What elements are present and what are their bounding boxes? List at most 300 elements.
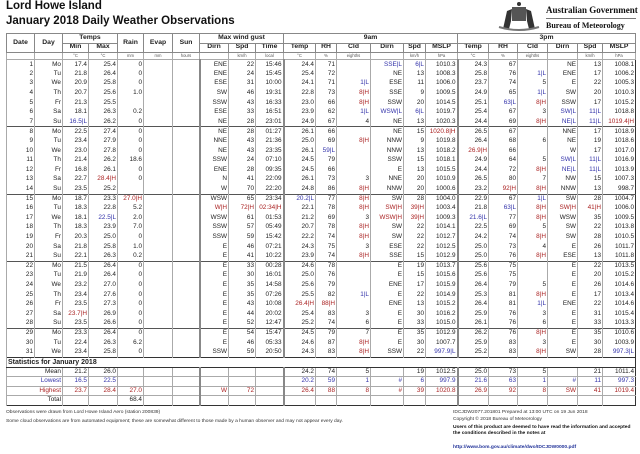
- cell-evap: [144, 271, 173, 281]
- cell-cld-9am: 3: [337, 175, 371, 185]
- stats-rh-3pm: 92: [489, 386, 518, 396]
- cell-cld-3pm: [518, 261, 548, 271]
- stats-rh-3pm: [489, 396, 518, 406]
- cell-spd-9am: 39|H: [404, 204, 426, 214]
- table-row: [7, 175, 636, 185]
- cell-min-temp: 23.2: [63, 280, 89, 290]
- table-row: [7, 290, 636, 300]
- cell-gust-time: 01:27: [256, 127, 284, 137]
- cell-temp-3pm: 26.4: [458, 280, 489, 290]
- cell-spd-3pm: 26: [578, 280, 603, 290]
- cell-gust-spd: 33: [229, 261, 256, 271]
- cell-rh-9am: 86: [316, 184, 337, 194]
- cell-day: Th: [35, 223, 63, 233]
- unit-max-temp: °C: [89, 53, 118, 60]
- cell-cld-3pm: 8|H: [518, 204, 548, 214]
- cell-gust-dirn: W|H: [200, 204, 229, 214]
- cell-cld-9am: 1|L: [337, 79, 371, 89]
- cell-cld-3pm: 8|H: [518, 213, 548, 223]
- cell-rain: [118, 98, 144, 108]
- cell-mslp-3pm: 1014.6: [603, 280, 636, 290]
- cell-rain: 0: [118, 79, 144, 89]
- cell-gust-spd: 31: [229, 79, 256, 89]
- header-temps: Temps: [63, 34, 118, 44]
- cell-max-temp: 26.2: [89, 156, 118, 166]
- cell-temp-3pm: 26.4: [458, 300, 489, 310]
- cell-min-temp: 22.7: [63, 175, 89, 185]
- cell-spd-9am: 20: [404, 175, 426, 185]
- cell-mslp-9am: 1012.5: [426, 242, 458, 252]
- cell-dirn-9am: WSW|L: [371, 108, 404, 118]
- cell-spd-3pm: 22: [578, 300, 603, 310]
- cell-temp-3pm: 24.9: [458, 156, 489, 166]
- cell-cld-9am: [337, 156, 371, 166]
- cell-gust-dirn: SSW: [200, 156, 229, 166]
- cell-sun: [173, 146, 200, 156]
- table-row: [7, 242, 636, 252]
- cell-gust-time: 21:36: [256, 136, 284, 146]
- stats-min-temp: [63, 396, 89, 406]
- unit-evap: mm: [144, 53, 173, 60]
- cell-dirn-9am: E: [371, 271, 404, 281]
- table-row: [7, 232, 636, 242]
- unit-gust-dirn: [200, 53, 229, 60]
- cell-rh-9am: 82: [316, 290, 337, 300]
- cell-evap: [144, 300, 173, 310]
- cell-evap: [144, 184, 173, 194]
- cell-mslp-3pm: 1019.4|H: [603, 117, 636, 127]
- cell-mslp-3pm: 1007.3: [603, 175, 636, 185]
- cell-mslp-3pm: 997.3|L: [603, 348, 636, 358]
- header-3pm-rh: RH: [489, 43, 518, 53]
- stats-min-temp: 23.7: [63, 386, 89, 396]
- cell-gust-dirn: NE: [200, 146, 229, 156]
- cell-date: 26: [7, 300, 35, 310]
- cell-gust-dirn: E: [200, 280, 229, 290]
- cell-temp-3pm: 25.0: [458, 242, 489, 252]
- cell-spd-9am: 6|L: [404, 60, 426, 70]
- cell-gust-spd: 65: [229, 194, 256, 204]
- cell-rain: 0: [118, 175, 144, 185]
- cell-max-temp: 22.5|L: [89, 213, 118, 223]
- cell-gust-spd: 43: [229, 98, 256, 108]
- cell-mslp-3pm: 1014.6: [603, 300, 636, 310]
- stats-gust-dirn: [200, 377, 229, 387]
- cell-date: 19: [7, 232, 35, 242]
- cell-min-temp: 23.4: [63, 136, 89, 146]
- cell-mslp-9am: 1015.9: [426, 280, 458, 290]
- cell-temp-9am: 24.4: [284, 60, 316, 70]
- notes-link[interactable]: http://www.bom.gov.au/climate/dwo/IDCJDW0000.pdf: [453, 445, 577, 450]
- cell-gust-time: 07:10: [256, 156, 284, 166]
- cell-date: 11: [7, 156, 35, 166]
- cell-temp-3pm: 25.6: [458, 261, 489, 271]
- cell-temp-9am: 24.1: [284, 79, 316, 89]
- cell-dirn-3pm: SW: [548, 88, 578, 98]
- cell-rain: 0: [118, 165, 144, 175]
- cell-mslp-9am: 1015.2: [426, 300, 458, 310]
- cell-day: Sa: [35, 309, 63, 319]
- cell-gust-spd: 46: [229, 242, 256, 252]
- cell-rh-3pm: 81: [489, 300, 518, 310]
- cell-cld-9am: 6: [337, 319, 371, 329]
- cell-gust-dirn: E: [200, 261, 229, 271]
- cell-max-temp: 25.2: [89, 184, 118, 194]
- stats-dirn-9am: #: [371, 377, 404, 387]
- cell-min-temp: 21.5: [63, 261, 89, 271]
- cell-evap: [144, 175, 173, 185]
- unit-temp-3pm: °C: [458, 53, 489, 60]
- cell-gust-dirn: SSW: [200, 232, 229, 242]
- cell-cld-3pm: 5: [518, 280, 548, 290]
- header-9am-mslp: MSLP: [426, 43, 458, 53]
- cell-gust-dirn: E: [200, 271, 229, 281]
- cell-rain: 7.0: [118, 223, 144, 233]
- cell-dirn-9am: E: [371, 338, 404, 348]
- cell-rh-3pm: 76: [489, 69, 518, 79]
- cell-dirn-9am: ESE: [371, 242, 404, 252]
- cell-min-temp: 23.3: [63, 328, 89, 338]
- cell-evap: [144, 232, 173, 242]
- stats-rain: 68.4: [118, 396, 144, 406]
- stats-dirn-9am: #: [371, 386, 404, 396]
- cell-dirn-3pm: E: [548, 280, 578, 290]
- cell-day: Th: [35, 156, 63, 166]
- cell-rain: 0: [118, 117, 144, 127]
- cell-sun: [173, 204, 200, 214]
- cell-dirn-9am: ESE: [371, 79, 404, 89]
- cell-day: Fr: [35, 165, 63, 175]
- stats-gust-time: [256, 377, 284, 387]
- cell-date: 14: [7, 184, 35, 194]
- stats-rain: [118, 367, 144, 377]
- cell-gust-time: 10:00: [256, 79, 284, 89]
- cell-mslp-3pm: 1010.5: [603, 232, 636, 242]
- cell-dirn-3pm: E: [548, 338, 578, 348]
- cell-max-temp: 26.1: [89, 165, 118, 175]
- stats-spd-3pm: 11: [578, 377, 603, 387]
- cell-spd-3pm: 19: [578, 136, 603, 146]
- cell-dirn-9am: E: [371, 290, 404, 300]
- stats-temp-3pm: [458, 396, 489, 406]
- cell-rain: 1.0: [118, 88, 144, 98]
- cell-spd-3pm: 11|L: [578, 108, 603, 118]
- table-body: [7, 53, 636, 406]
- cell-mslp-9am: 1015.5: [426, 165, 458, 175]
- cell-rh-9am: 71: [316, 79, 337, 89]
- cell-rh-9am: 67: [316, 117, 337, 127]
- cell-spd-9am: 13: [404, 117, 426, 127]
- cell-max-temp: 27.8: [89, 146, 118, 156]
- cell-mslp-9am: 1004.0: [426, 194, 458, 204]
- header-9am-cld: Cld: [337, 43, 371, 53]
- cell-spd-3pm: 35: [578, 328, 603, 338]
- cell-mslp-3pm: 1018.6: [603, 136, 636, 146]
- cell-temp-9am: 23.9: [284, 108, 316, 118]
- cell-min-temp: 18.1: [63, 108, 89, 118]
- cell-gust-spd: 54: [229, 328, 256, 338]
- stats-temp-3pm: 25.0: [458, 367, 489, 377]
- cell-gust-time: 19:31: [256, 88, 284, 98]
- cell-dirn-9am: SSE|L: [371, 60, 404, 70]
- cell-gust-dirn: E: [200, 290, 229, 300]
- cell-date: 25: [7, 290, 35, 300]
- cell-cld-3pm: [518, 271, 548, 281]
- cell-spd-9am: 13: [404, 165, 426, 175]
- cell-mslp-3pm: 1005.3: [603, 79, 636, 89]
- cell-date: 3: [7, 79, 35, 89]
- cell-mslp-3pm: 1009.5: [603, 213, 636, 223]
- stats-gust-spd: [229, 377, 256, 387]
- cell-rh-9am: 69: [316, 136, 337, 146]
- cell-date: 7: [7, 117, 35, 127]
- cell-max-temp: 22.8: [89, 204, 118, 214]
- cell-sun: [173, 261, 200, 271]
- cell-rh-3pm: 77: [489, 213, 518, 223]
- cell-evap: [144, 319, 173, 329]
- cell-dirn-9am: SSW: [371, 348, 404, 358]
- units-row: [7, 53, 636, 60]
- cell-spd-3pm: 17: [578, 98, 603, 108]
- cell-min-temp: 16.5|L: [63, 117, 89, 127]
- cell-gust-spd: 59: [229, 348, 256, 358]
- cell-mslp-9am: 1014.1: [426, 223, 458, 233]
- cell-sun: [173, 328, 200, 338]
- cell-spd-3pm: 11|L: [578, 165, 603, 175]
- cell-evap: [144, 261, 173, 271]
- cell-mslp-3pm: 1008.1: [603, 60, 636, 70]
- cell-spd-3pm: 22: [578, 223, 603, 233]
- cell-rh-9am: 79: [316, 328, 337, 338]
- cell-day: Mo: [35, 194, 63, 204]
- cell-date: 27: [7, 309, 35, 319]
- cell-mslp-3pm: 1016.9: [603, 156, 636, 166]
- cell-rh-9am: 66: [316, 127, 337, 137]
- cell-spd-3pm: 31: [578, 309, 603, 319]
- product-id: IDCJDW2077.201801 Prepared at 13:00 UTC on 19 Jun 2018: [453, 410, 588, 415]
- cell-gust-dirn: WSW: [200, 194, 229, 204]
- cell-spd-9am: 30: [404, 309, 426, 319]
- cell-min-temp: 16.8: [63, 165, 89, 175]
- cell-dirn-3pm: E: [548, 319, 578, 329]
- cell-temp-9am: 20.2|L: [284, 194, 316, 204]
- cell-mslp-9am: 1015.6: [426, 271, 458, 281]
- cell-gust-time: 23:35: [256, 146, 284, 156]
- cell-dirn-9am: NE: [371, 69, 404, 79]
- cell-gust-time: 02:34|H: [256, 204, 284, 214]
- cell-max-temp: 27.3: [89, 300, 118, 310]
- cell-rain: 0: [118, 348, 144, 358]
- cell-sun: [173, 271, 200, 281]
- cell-dirn-3pm: NNW: [548, 184, 578, 194]
- cell-mslp-3pm: 1010.3: [603, 88, 636, 98]
- cell-rh-3pm: 76: [489, 309, 518, 319]
- stats-spd-9am: [404, 396, 426, 406]
- cell-max-temp: 27.0: [89, 280, 118, 290]
- stats-mslp-3pm: 1019.4: [603, 386, 636, 396]
- cell-rh-3pm: 76: [489, 328, 518, 338]
- cell-cld-3pm: 1|L: [518, 300, 548, 310]
- cell-min-temp: 23.5: [63, 184, 89, 194]
- table-row: [7, 271, 636, 281]
- header-3pm-spd: Spd: [578, 43, 603, 53]
- cell-cld-3pm: 4: [518, 242, 548, 252]
- cell-gust-time: 15:46: [256, 60, 284, 70]
- cell-dirn-9am: SSW: [371, 156, 404, 166]
- cell-cld-9am: [337, 60, 371, 70]
- cell-dirn-3pm: ESE: [548, 252, 578, 262]
- cell-date: 9: [7, 136, 35, 146]
- cell-mslp-9am: 1015.0: [426, 319, 458, 329]
- cell-mslp-9am: 1020.8|H: [426, 127, 458, 137]
- cell-gust-spd: 44: [229, 309, 256, 319]
- cell-temp-3pm: 25.9: [458, 338, 489, 348]
- cell-temp-3pm: 25.4: [458, 108, 489, 118]
- cell-day: We: [35, 280, 63, 290]
- cell-date: 13: [7, 175, 35, 185]
- header-3pm-temp: Temp: [458, 43, 489, 53]
- cell-max-temp: 25.8: [89, 348, 118, 358]
- cell-temp-3pm: 21.8: [458, 204, 489, 214]
- cell-evap: [144, 98, 173, 108]
- stats-dirn-3pm: SW: [548, 386, 578, 396]
- cell-min-temp: 18.1: [63, 213, 89, 223]
- stats-label: Total: [7, 396, 63, 406]
- cell-temp-9am: 24.8: [284, 184, 316, 194]
- header-gust-time: Time: [256, 43, 284, 53]
- cell-evap: [144, 108, 173, 118]
- stats-cld-3pm: [518, 396, 548, 406]
- cell-gust-time: 16:01: [256, 271, 284, 281]
- cell-evap: [144, 252, 173, 262]
- stats-rh-9am: 74: [316, 367, 337, 377]
- cell-gust-time: 15:42: [256, 232, 284, 242]
- cell-mslp-3pm: 1011.7: [603, 242, 636, 252]
- cell-temp-3pm: 24.4: [458, 117, 489, 127]
- cell-date: 16: [7, 204, 35, 214]
- cell-temp-9am: 24.5: [284, 156, 316, 166]
- cell-rain: 0: [118, 328, 144, 338]
- cell-min-temp: 22.5: [63, 127, 89, 137]
- cell-max-temp: 23.3: [89, 194, 118, 204]
- cell-rh-9am: 74: [316, 319, 337, 329]
- table-row: [7, 300, 636, 310]
- cell-dirn-3pm: E: [548, 271, 578, 281]
- cell-evap: [144, 213, 173, 223]
- cell-rh-3pm: 80: [489, 175, 518, 185]
- cell-mslp-9am: 1012.9: [426, 252, 458, 262]
- cell-temp-9am: 24.3: [284, 348, 316, 358]
- cell-date: 31: [7, 348, 35, 358]
- cell-gust-dirn: E: [200, 252, 229, 262]
- cell-spd-9am: 28: [404, 194, 426, 204]
- cell-gust-time: 15:45: [256, 69, 284, 79]
- cell-cld-3pm: 8|H: [518, 184, 548, 194]
- cell-rain: 0: [118, 60, 144, 70]
- stats-spd-3pm: 21: [578, 367, 603, 377]
- cell-dirn-3pm: NE|L: [548, 165, 578, 175]
- cell-gust-dirn: E: [200, 242, 229, 252]
- cell-gust-time: 05:33: [256, 338, 284, 348]
- cell-mslp-9am: 1010.3: [426, 60, 458, 70]
- cell-rh-3pm: 64: [489, 156, 518, 166]
- cell-gust-spd: 28: [229, 117, 256, 127]
- cell-mslp-9am: 1010.9: [426, 175, 458, 185]
- unit-mslp-3pm: hPa: [603, 53, 636, 60]
- cell-dirn-9am: SW: [371, 223, 404, 233]
- stats-evap: [144, 367, 173, 377]
- cell-sun: [173, 232, 200, 242]
- cell-dirn-3pm: SW: [548, 348, 578, 358]
- cell-spd-3pm: 11|L: [578, 117, 603, 127]
- cell-rh-3pm: 83: [489, 348, 518, 358]
- table-row: [7, 88, 636, 98]
- cell-spd-3pm: 26: [578, 242, 603, 252]
- cell-cld-9am: [337, 165, 371, 175]
- cell-gust-spd: 43: [229, 300, 256, 310]
- cell-temp-9am: 24.5: [284, 328, 316, 338]
- cell-dirn-3pm: NE: [548, 60, 578, 70]
- stats-dirn-3pm: [548, 367, 578, 377]
- stats-cld-3pm: 5: [518, 367, 548, 377]
- cell-mslp-9am: 1000.6: [426, 184, 458, 194]
- cell-evap: [144, 156, 173, 166]
- cell-min-temp: 21.9: [63, 271, 89, 281]
- cell-max-temp: 26.9: [89, 309, 118, 319]
- cell-rain: 2.0: [118, 213, 144, 223]
- cell-dirn-9am: E: [371, 261, 404, 271]
- cell-gust-time: 23:34: [256, 194, 284, 204]
- cell-dirn-3pm: SSW: [548, 98, 578, 108]
- cell-sun: [173, 79, 200, 89]
- cell-cld-3pm: 5: [518, 156, 548, 166]
- cell-rh-3pm: 65: [489, 88, 518, 98]
- cell-sun: [173, 69, 200, 79]
- stats-sun: [173, 386, 200, 396]
- cell-spd-9am: 30: [404, 338, 426, 348]
- cell-cld-3pm: 8|H: [518, 98, 548, 108]
- cell-cld-3pm: 1|L: [518, 194, 548, 204]
- coat-of-arms-logo: [495, 1, 543, 31]
- cell-min-temp: 23.7|H: [63, 309, 89, 319]
- stats-temp-9am: [284, 396, 316, 406]
- cell-sun: [173, 290, 200, 300]
- cell-spd-3pm: 17: [578, 290, 603, 300]
- cell-date: 21: [7, 252, 35, 262]
- cell-mslp-3pm: 1015.2: [603, 98, 636, 108]
- cell-day: We: [35, 79, 63, 89]
- header-date: Date: [7, 34, 35, 53]
- stats-cld-9am: 8: [337, 386, 371, 396]
- cell-evap: [144, 328, 173, 338]
- cell-day: We: [35, 146, 63, 156]
- cell-gust-spd: 46: [229, 88, 256, 98]
- cell-sun: [173, 184, 200, 194]
- cell-cld-3pm: [518, 127, 548, 137]
- cell-sun: [173, 194, 200, 204]
- cell-evap: [144, 79, 173, 89]
- cell-cld-9am: [337, 271, 371, 281]
- cell-spd-3pm: 20: [578, 88, 603, 98]
- cell-temp-3pm: 26.1: [458, 319, 489, 329]
- cell-gust-dirn: SSW: [200, 348, 229, 358]
- cell-day: Mo: [35, 328, 63, 338]
- cell-gust-spd: 24: [229, 69, 256, 79]
- cell-rh-9am: 72: [316, 69, 337, 79]
- cell-min-temp: 23.5: [63, 319, 89, 329]
- cell-cld-9am: [337, 280, 371, 290]
- cell-rh-9am: 88|H: [316, 300, 337, 310]
